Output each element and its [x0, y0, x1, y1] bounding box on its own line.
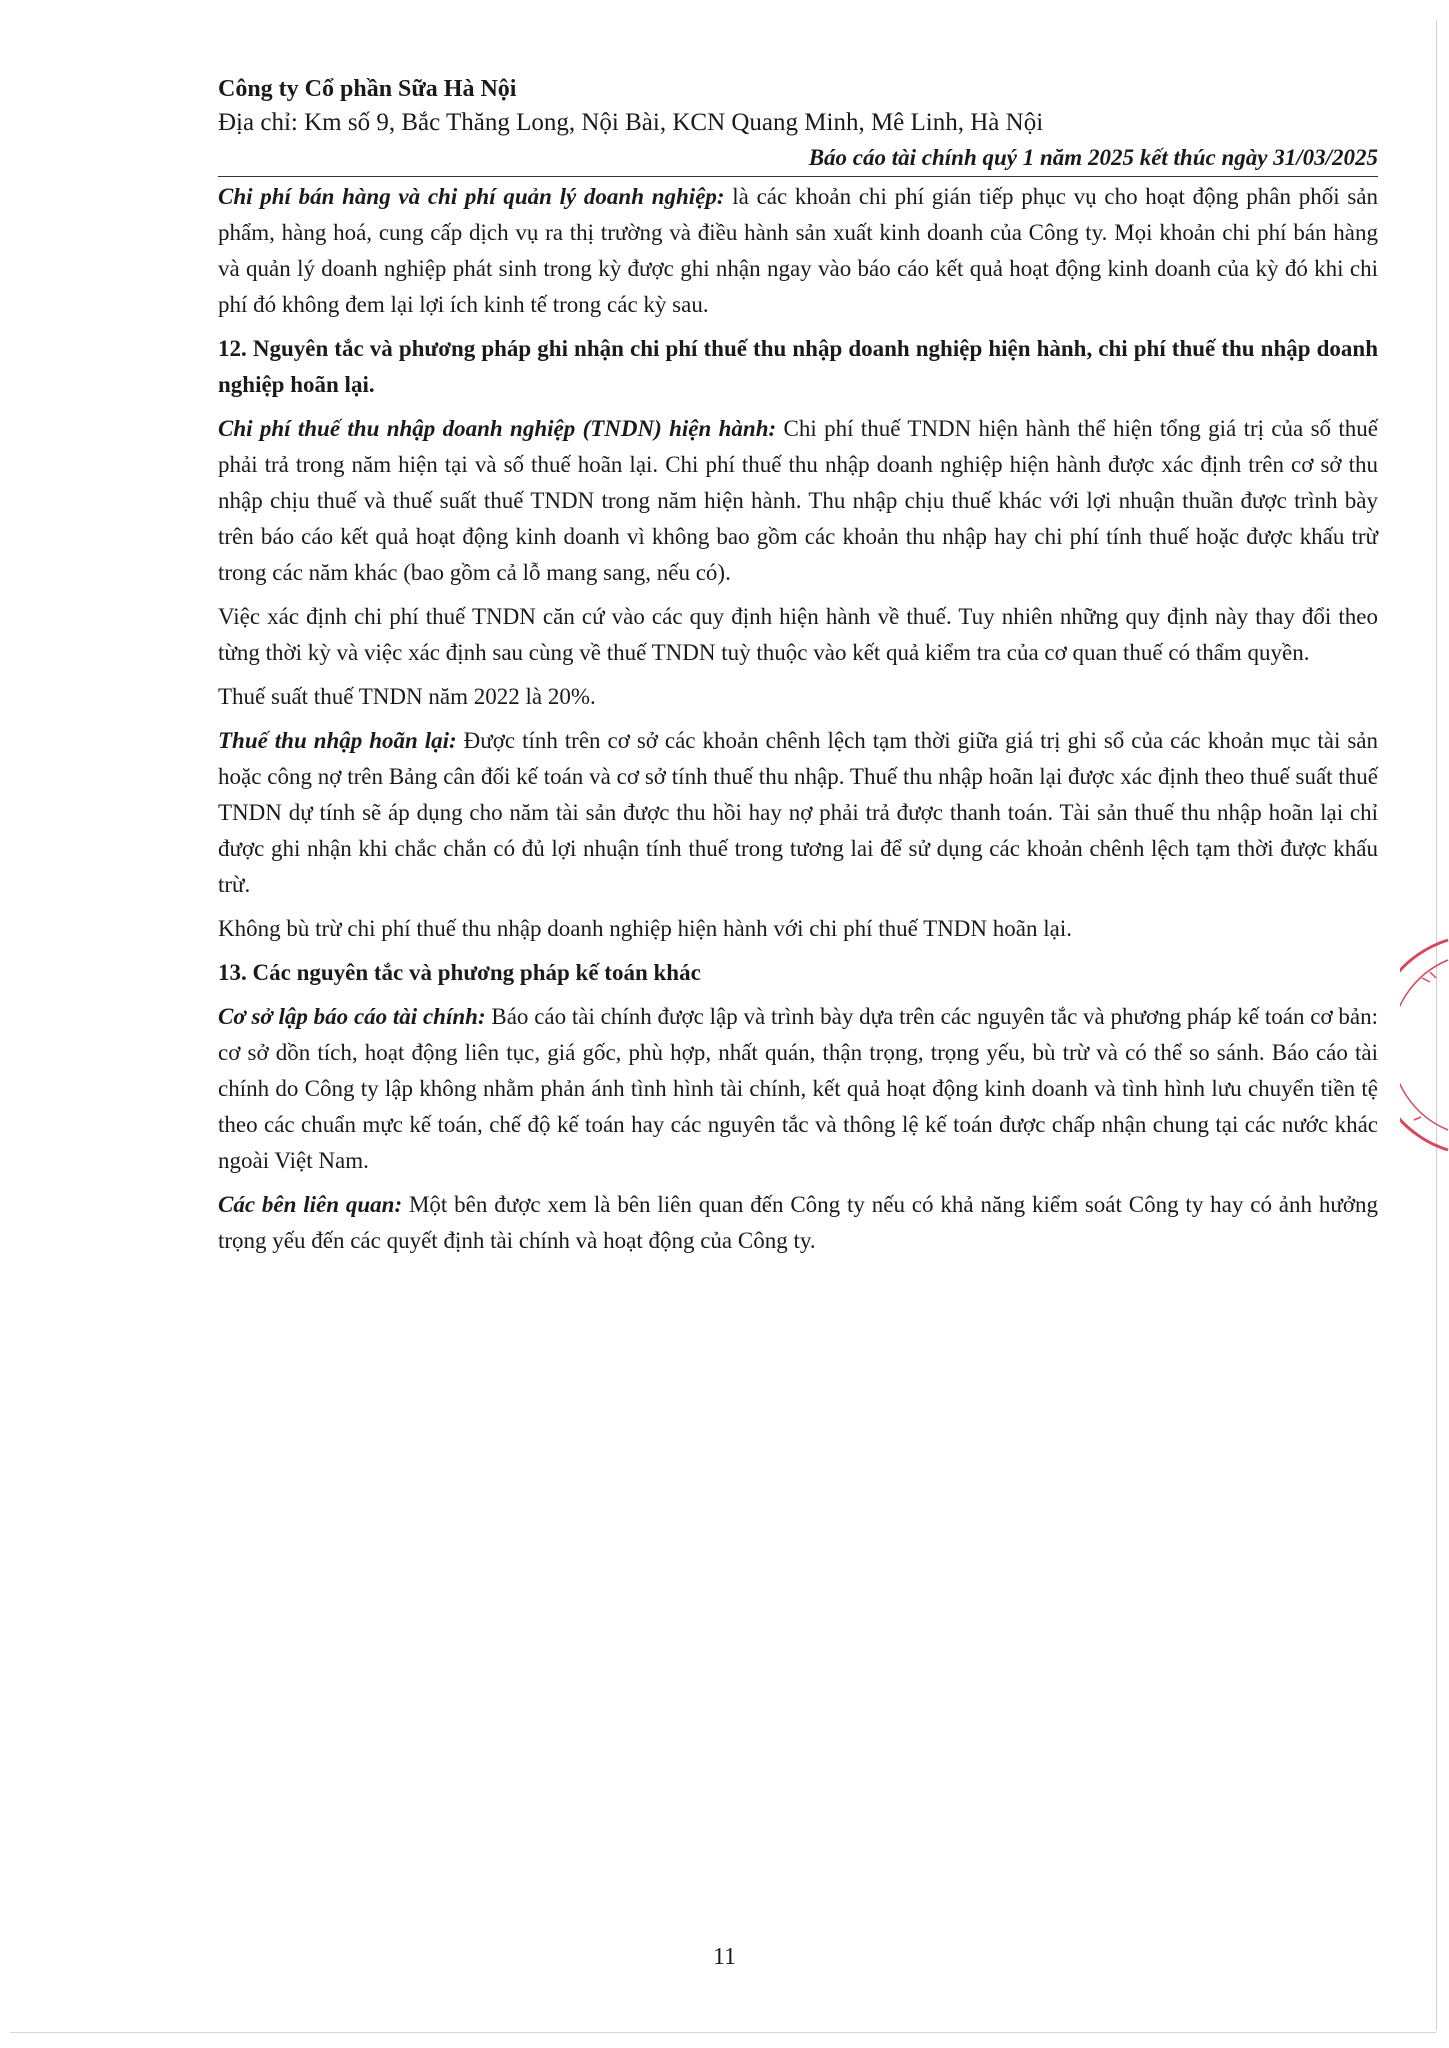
company-address: Địa chỉ: Km số 9, Bắc Thăng Long, Nội Bài, KCN Quang Minh, Mê Linh, Hà Nội	[218, 109, 1044, 136]
paragraph-current-cit	[218, 411, 1378, 591]
company-seal-stamp-icon	[1400, 930, 1449, 1160]
term-deferred-tax: Thuế thu nhập hoãn lại:	[218, 728, 457, 753]
paragraph-text: Một bên được xem là bên liên quan đến Công ty nếu có khả năng kiểm soát Công ty hay có ảnh hưởng trọng yếu đến các quyết định tài chính và hoạt động của Công ty.	[218, 1192, 1378, 1253]
paragraph-text: Được tính trên cơ sở các khoản chênh lệch tạm thời giữa giá trị ghi sổ của các khoản mục tài sản hoặc công nợ trên Bảng cân đối kế toán và cơ sở tính thuế thu nhập. Thuế thu nhập hoãn lại được xác định theo thuế suất thuế TNDN dự tính sẽ áp dụng cho năm tài sản được thu hồi hay nợ phải trả được thanh toán. Tài sản thuế thu nhập hoãn lại chỉ được ghi nhận khi chắc chắn có đủ lợi nhuận tính thuế trong tương lai để sử dụng các khoản chênh lệch tạm thời được khấu trừ.	[218, 728, 1378, 897]
page-number: 11	[712, 1944, 737, 1970]
term-basis-of-preparation: Cơ sở lập báo cáo tài chính:	[218, 1004, 486, 1029]
document-body	[218, 179, 1378, 1259]
term-selling-admin-expenses: Chi phí bán hàng và chi phí quản lý doanh nghiệp:	[218, 184, 725, 209]
page-content	[218, 72, 1378, 1267]
paragraph-cit-determination: Việc xác định chi phí thuế TNDN căn cứ vào các quy định hiện hành về thuế. Tuy nhiên những quy định này thay đổi theo từng thời kỳ và việc xác định sau cùng về thuế TNDN tuỳ thuộc vào kết quả kiểm tra của cơ quan thuế có thẩm quyền.	[218, 604, 1378, 665]
paragraph-related-parties	[218, 1187, 1378, 1259]
scan-edge-bottom	[10, 2032, 1436, 2033]
paragraph-cit-rate: Thuế suất thuế TNDN năm 2022 là 20%.	[218, 684, 596, 709]
term-related-parties: Các bên liên quan:	[218, 1192, 403, 1217]
paragraph-text: Chi phí thuế TNDN hiện hành thể hiện tổng giá trị của số thuế phải trả trong năm hiện tại và số thuế hoãn lại. Chi phí thuế thu nhập doanh nghiệp hiện hành được xác định trên cơ sở thu nhập chịu thuế và thuế suất thuế TNDN trong năm hiện hành. Thu nhập chịu thuế khác với lợi nhuận thuần được trình bày trên báo cáo kết quả hoạt động kinh doanh vì không bao gồm các khoản thu nhập hay chi phí tính thuế hoặc được khấu trừ trong các năm khác (bao gồm cả lỗ mang sang, nếu có).	[218, 416, 1378, 585]
paragraph-deferred-tax	[218, 723, 1378, 903]
section-heading-12: 12. Nguyên tắc và phương pháp ghi nhận chi phí thuế thu nhập doanh nghiệp hiện hành, chi phí thuế thu nhập doanh nghiệp hoãn lại.	[218, 336, 1378, 397]
section-heading-13: 13. Các nguyên tắc và phương pháp kế toán khác	[218, 960, 701, 985]
report-title: Báo cáo tài chính quý 1 năm 2025 kết thúc ngày 31/03/2025	[218, 142, 1378, 177]
paragraph-text: Báo cáo tài chính được lập và trình bày dựa trên các nguyên tắc và phương pháp kế toán cơ bản: cơ sở dồn tích, hoạt động liên tục, giá gốc, phù hợp, nhất quán, thận trọng, trọng yếu, bù trừ và có thể so sánh. Báo cáo tài chính do Công ty lập không nhằm phản ánh tình hình tài chính, kết quả hoạt động kinh doanh và tình hình lưu chuyển tiền tệ theo các chuẩn mực kế toán, chế độ kế toán hay các nguyên tắc và thông lệ kế toán được chấp nhận chung tại các nước khác ngoài Việt Nam.	[218, 1004, 1378, 1173]
paragraph-text: là các khoản chi phí gián tiếp phục vụ cho hoạt động phân phối sản phẩm, hàng hoá, cung cấp dịch vụ ra thị trường và điều hành sản xuất kinh doanh của Công ty. Mọi khoản chi phí bán hàng và quản lý doanh nghiệp phát sinh trong kỳ được ghi nhận ngay vào báo cáo kết quả hoạt động kinh doanh của kỳ đó khi chi phí đó không đem lại lợi ích kinh tế trong các kỳ sau.	[218, 184, 1378, 317]
term-current-cit: Chi phí thuế thu nhập doanh nghiệp (TNDN) hiện hành:	[218, 416, 777, 441]
paragraph-no-offset: Không bù trừ chi phí thuế thu nhập doanh nghiệp hiện hành với chi phí thuế TNDN hoãn lại.	[218, 916, 1072, 941]
paragraph-selling-admin-expenses	[218, 179, 1378, 323]
paragraph-basis-of-preparation	[218, 999, 1378, 1179]
company-name: Công ty Cổ phần Sữa Hà Nội	[218, 76, 517, 102]
